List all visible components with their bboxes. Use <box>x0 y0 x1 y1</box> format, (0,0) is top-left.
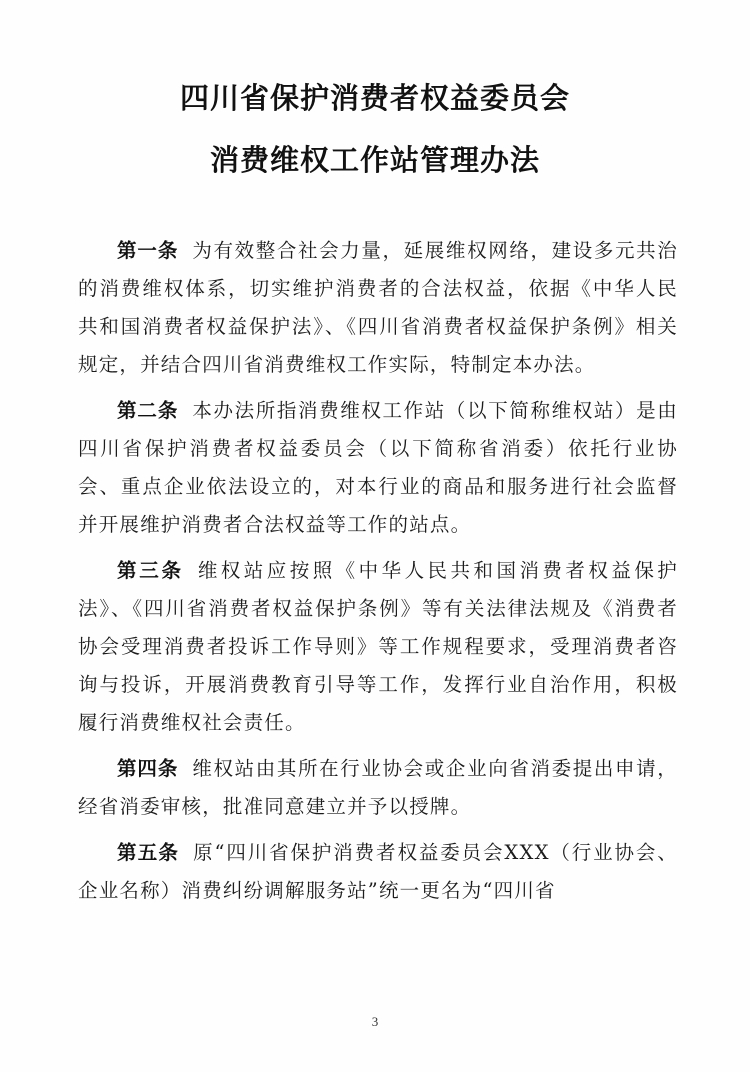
article-4 <box>78 750 678 826</box>
article-3 <box>78 552 678 742</box>
article-1 <box>78 232 678 384</box>
article-label: 第二条 <box>117 399 179 422</box>
article-5 <box>78 834 678 910</box>
article-text: 维权站由其所在行业协会或企业向省消委提出申请，经省消委审核，批准同意建立并予以授牌。 <box>78 757 678 818</box>
article-text: 为有效整合社会力量，延展维权网络，建设多元共治的消费维权体系，切实维护消费者的合法权益，依据《中华人民共和国消费者权益保护法》、《四川省消费者权益保护条例》相关规定，并结合四川省消费维权工作实际，特制定本办法。 <box>78 239 678 376</box>
article-label: 第三条 <box>117 559 184 582</box>
document-title-line2: 消费维权工作站管理办法 <box>209 143 540 177</box>
article-text: 维权站应按照《中华人民共和国消费者权益保护法》、《四川省消费者权益保护条例》等有关法律法规及《消费者协会受理消费者投诉工作导则》等工作规程要求，受理消费者咨询与投诉，开展消费教育引导等工作，发挥行业自治作用，积极履行消费维权社会责任。 <box>78 559 678 734</box>
document-body <box>78 232 678 918</box>
article-label: 第一条 <box>117 239 179 262</box>
page-number: 3 <box>371 1014 379 1029</box>
article-text: 原“四川省保护消费者权益委员会XXX（行业协会、企业名称）消费纠纷调解服务站”统一更名为“四川省 <box>78 841 678 902</box>
article-2 <box>78 392 678 544</box>
article-label: 第四条 <box>117 757 179 780</box>
article-text: 本办法所指消费维权工作站（以下简称维权站）是由四川省保护消费者权益委员会（以下简称省消委）依托行业协会、重点企业依法设立的，对本行业的商品和服务进行社会监督并开展维护消费者合法权益等工作的站点。 <box>78 399 678 536</box>
article-label: 第五条 <box>117 841 180 864</box>
document-title-line1: 四川省保护消费者权益委员会 <box>179 81 570 115</box>
